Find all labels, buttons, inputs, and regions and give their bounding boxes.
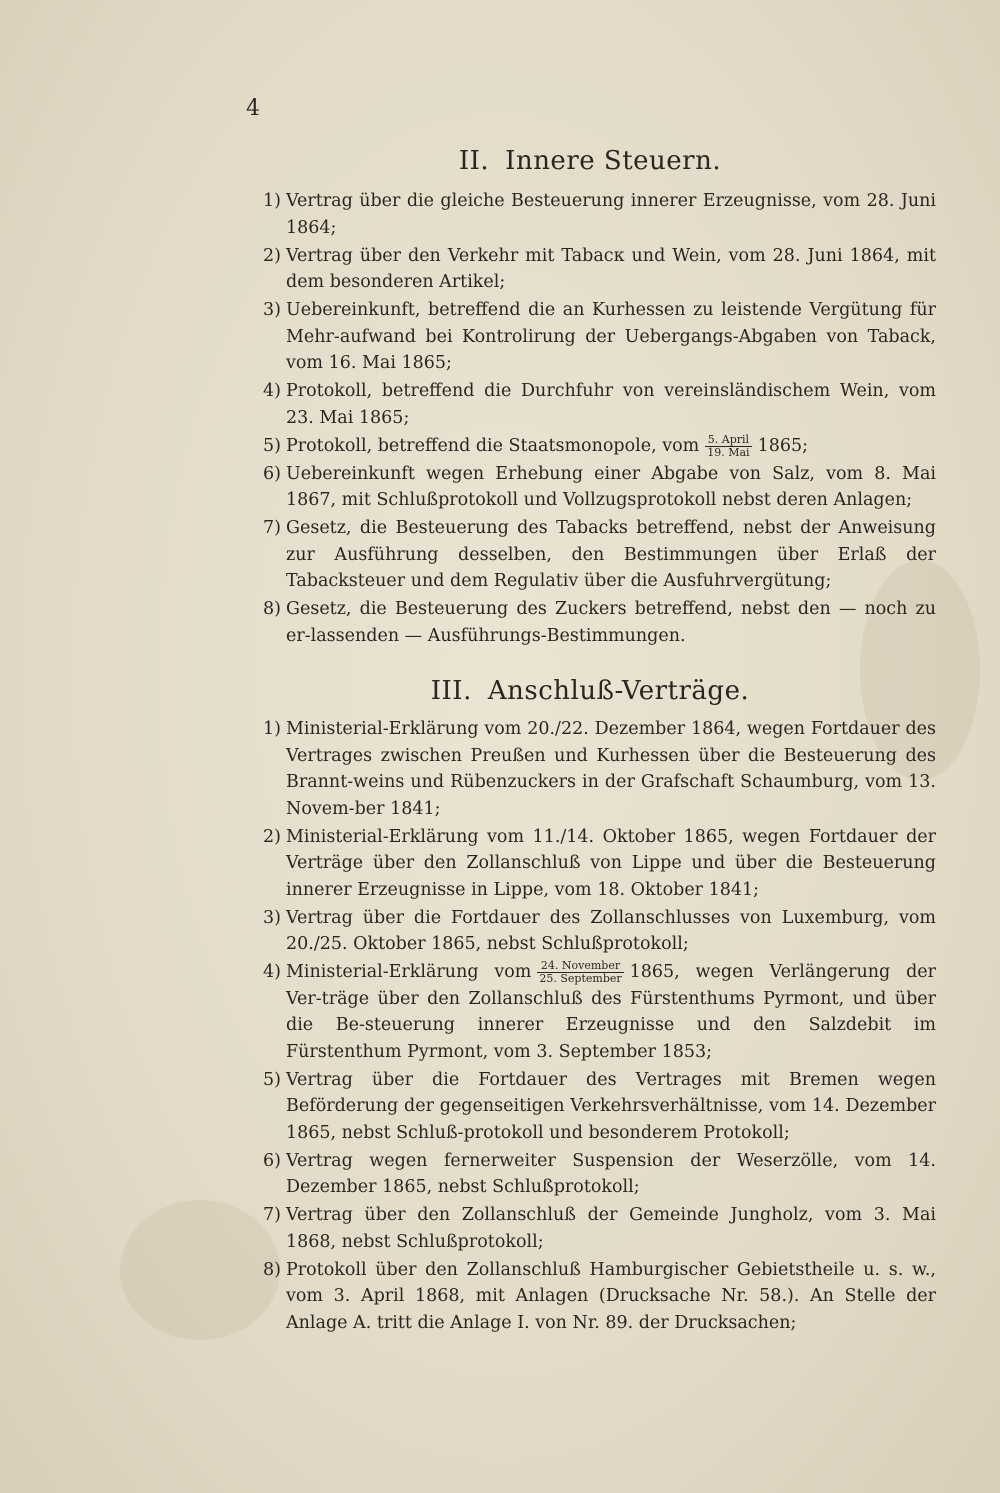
item-text: Ministerial-Erklärung vom 20./22. Dezember 1864, wegen Fortdauer des Vertrages zwischen Preußen und Kurhessen über die Besteuerung des Brannt-weins und Rübenzuckers in der Grafschaft Schaumburg, vom 13. Novem-ber 1841; [286,719,936,819]
list-item [263,297,936,377]
item-number: 5) [263,1069,281,1090]
list-item [263,461,936,514]
list-item [263,824,936,904]
section-numeral: III. [430,676,472,706]
list-item [263,716,936,822]
section-title: Anschluß-Verträge. [487,676,750,706]
list-item [263,378,936,431]
fraction-bottom: 19. Mai [707,445,750,459]
list-item [263,515,936,595]
item-number: 2) [263,826,281,847]
item-text: Ministerial-Erklärung vom [286,962,532,982]
item-text: Vertrag wegen fernerweiter Suspension der Weserzölle, vom 14. Dezember 1865, nebst Schlußprotokoll; [286,1150,936,1197]
section-heading-ii [246,146,934,176]
item-text: Vertrag über den Verkehr mit Tabacк und Wein, vom 28. Juni 1864, mit dem besonderen Artikel; [286,245,936,292]
item-text: 1865, wegen Verlängerung der Ver-träge über den Zollanschluß des Fürstenthums Pyrmont, und über die Be-steuerung innerer Erzeugnisse und den Salzdebit im Fürstenthum Pyrmont, vom 3. September 1853; [286,962,937,1062]
list-item [263,1067,936,1147]
item-text: Protokoll über den Zollanschluß Hamburgischer Gebietstheile u. s. w., vom 3. April 1868, mit Anlagen (Drucksache Nr. 58.). An Stelle der Anlage A. tritt die Anlage I. von Nr. 89. der Drucksachen; [286,1259,936,1333]
section-iii-list [263,716,937,1338]
item-number: 4) [263,962,281,982]
item-number: 7) [263,1205,281,1225]
item-text: Protokoll, betreffend die Staatsmonopole, vom [286,435,700,456]
item-number: 1) [263,719,281,739]
section-numeral: II. [458,146,490,176]
list-item [263,596,936,649]
item-text: Uebereinkunft wegen Erhebung einer Abgabe von Salz, vom 8. Mai 1867, mit Schlußprotokoll und Vollzugsprotokoll nebst deren Anlagen; [286,463,936,510]
list-item [263,243,936,296]
item-text: Vertrag über die gleiche Besteuerung innerer Erzeugnisse, vom 28. Juni 1864; [286,191,936,238]
page-number: 4 [246,96,260,121]
item-text: Vertrag über die Fortdauer des Vertrages mit Bremen wegen Beförderung der gegenseitigen Verkehrsverhältnisse, vom 14. Dezember 1865, nebst Schluß-protokoll und besonderem Protokoll; [286,1069,936,1143]
item-number: 4) [263,381,281,401]
list-item [263,188,936,241]
fraction-top: 5. April [705,434,751,447]
item-text: Gesetz, die Besteuerung des Zuckers betreffend, nebst den — noch zu er-lassenden — Ausführungs-Bestimmungen. [286,599,936,646]
list-item [263,905,936,958]
section-heading-iii [246,676,934,706]
item-text: Gesetz, die Besteuerung des Tabacks betreffend, nebst der Anweisung zur Ausführung desselben, den Bestimmungen über Erlaß der Tabacksteuer und dem Regulativ über die Ausfuhrvergütung; [286,518,936,591]
list-item [263,959,937,1065]
item-number: 6) [263,463,281,484]
item-number: 6) [263,1150,281,1171]
item-text: Ministerial-Erklärung vom 11./14. Oktober 1865, wegen Fortdauer der Verträge über den Zollanschluß von Lippe und über die Besteuerung innerer Erzeugnisse in Lippe, vom 18. Oktober 1841; [286,826,936,900]
item-text: Vertrag über den Zollanschluß der Gemeinde Jungholz, vom 3. Mai 1868, nebst Schlußprotokoll; [286,1205,936,1252]
fraction-bottom: 25. September [539,972,622,985]
item-number: 2) [263,245,281,266]
item-number: 3) [263,300,281,320]
item-number: 8) [263,599,281,619]
list-item [263,1202,936,1255]
date-fraction [537,960,623,985]
item-number: 8) [263,1259,281,1280]
fraction-top: 24. November [537,960,623,973]
section-ii-list [263,188,936,651]
list-item [263,1148,936,1201]
item-number: 5) [263,435,281,456]
date-fraction [705,434,751,459]
item-text: Vertrag über die Fortdauer des Zollanschlusses von Luxemburg, vom 20./25. Oktober 1865, nebst Schlußprotokoll; [286,907,936,954]
list-item [263,1257,936,1337]
list-item [263,432,936,460]
section-title: Innere Steuern. [505,146,722,176]
item-number: 7) [263,518,281,538]
item-text: Uebereinkunft, betreffend die an Kurhessen zu leistende Vergütung für Mehr-aufwand bei Kontrolirung der Uebergangs-Abgaben von Taback, vom 16. Mai 1865; [286,300,936,373]
item-number: 1) [263,191,281,211]
item-number: 3) [263,907,281,928]
item-text: Protokoll, betreffend die Durchfuhr von vereinsländischem Wein, vom 23. Mai 1865; [286,381,936,428]
item-text: 1865; [757,435,809,456]
